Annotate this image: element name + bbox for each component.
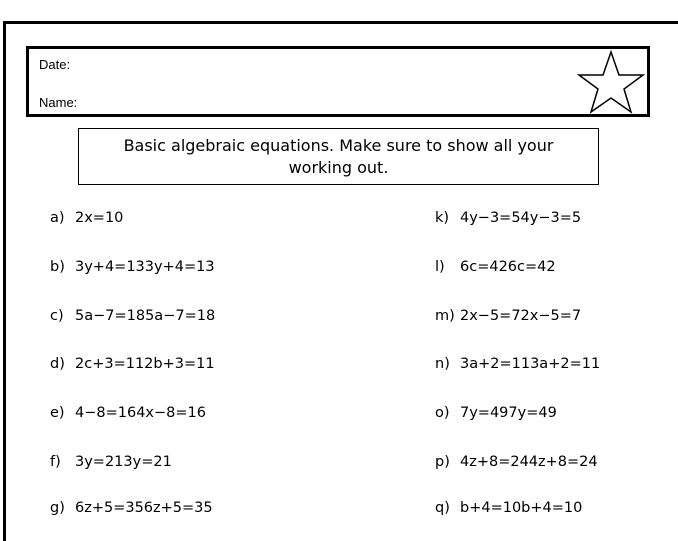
question-equation: 4y−3=54y−3=5 xyxy=(460,210,582,226)
question-b xyxy=(50,259,215,275)
question-equation: 6c=426c=42 xyxy=(460,259,556,275)
question-m xyxy=(435,308,581,324)
question-k xyxy=(435,210,581,226)
question-label: o) xyxy=(435,405,450,421)
question-label: p) xyxy=(435,454,450,470)
question-equation: b+4=10b+4=10 xyxy=(460,500,583,516)
question-equation: 2x=10 xyxy=(75,210,124,226)
question-label: g) xyxy=(50,500,65,516)
question-label: k) xyxy=(435,210,450,226)
question-a xyxy=(50,210,123,226)
question-label: c) xyxy=(50,308,64,324)
question-n xyxy=(435,356,600,372)
question-label: b) xyxy=(50,259,65,275)
question-o xyxy=(435,405,557,421)
question-label: a) xyxy=(50,210,65,226)
question-equation: 3a+2=113a+2=11 xyxy=(460,356,601,372)
instructions-text: Basic algebraic equations. Make sure to show all your working out. xyxy=(123,135,554,177)
question-label: f) xyxy=(50,454,61,470)
question-label: q) xyxy=(435,500,450,516)
question-equation: 2c+3=112b+3=11 xyxy=(75,356,215,372)
question-equation: 7y=497y=49 xyxy=(460,405,557,421)
question-equation: 3y+4=133y+4=13 xyxy=(75,259,215,275)
question-equation: 2x−5=72x−5=7 xyxy=(460,308,582,324)
question-l xyxy=(435,259,556,275)
header-box xyxy=(26,46,650,117)
question-label: l) xyxy=(435,259,445,275)
question-equation: 6z+5=356z+5=35 xyxy=(75,500,213,516)
question-label: e) xyxy=(50,405,65,421)
question-c xyxy=(50,308,215,324)
question-label: d) xyxy=(50,356,65,372)
question-equation: 3y=213y=21 xyxy=(75,454,172,470)
question-equation: 5a−7=185a−7=18 xyxy=(75,308,216,324)
question-e xyxy=(50,405,206,421)
name-label: Name: xyxy=(39,95,78,110)
question-label: m) xyxy=(435,308,455,324)
star-outline-icon xyxy=(577,49,645,115)
question-equation: 4z+8=244z+8=24 xyxy=(460,454,598,470)
question-label: n) xyxy=(435,356,450,372)
instructions-box xyxy=(78,128,599,185)
question-q xyxy=(435,500,582,516)
question-g xyxy=(50,500,213,516)
date-label: Date: xyxy=(39,57,71,72)
question-d xyxy=(50,356,215,372)
question-f xyxy=(50,454,172,470)
question-p xyxy=(435,454,598,470)
question-equation: 4−8=164x−8=16 xyxy=(75,405,206,421)
